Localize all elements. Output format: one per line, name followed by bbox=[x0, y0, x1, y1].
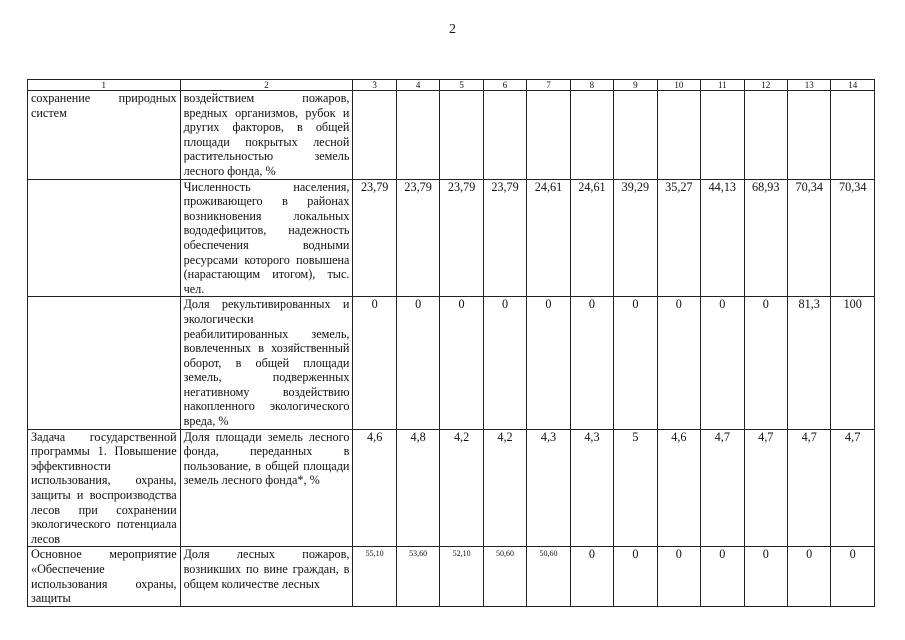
table-row bbox=[28, 179, 875, 297]
value-cell bbox=[527, 91, 570, 180]
column-header: 7 bbox=[527, 80, 570, 91]
value-cell: 4,7 bbox=[701, 429, 744, 547]
value-cell bbox=[657, 91, 700, 180]
task-cell: Основное мероприятие «Обеспечение использования охраны, защиты bbox=[28, 547, 181, 606]
value-cell: 50,60 bbox=[527, 547, 570, 606]
value-cell: 4,2 bbox=[483, 429, 526, 547]
column-header: 4 bbox=[396, 80, 439, 91]
value-cell bbox=[787, 91, 830, 180]
value-cell: 39,29 bbox=[614, 179, 657, 297]
value-cell: 4,2 bbox=[440, 429, 483, 547]
value-cell: 0 bbox=[570, 297, 613, 429]
value-cell: 0 bbox=[483, 297, 526, 429]
value-cell: 0 bbox=[787, 547, 830, 606]
value-cell: 0 bbox=[353, 297, 396, 429]
indicator-cell: Численность населения, проживающего в районах возникновения локальных вододефицитов, надежность обеспечения водными ресурсами которого повышена (нарастающим итогом), тыс. чел. bbox=[180, 179, 353, 297]
value-cell: 68,93 bbox=[744, 179, 787, 297]
value-cell bbox=[744, 91, 787, 180]
column-header: 10 bbox=[657, 80, 700, 91]
value-cell: 4,7 bbox=[787, 429, 830, 547]
value-cell bbox=[483, 91, 526, 180]
column-header: 14 bbox=[831, 80, 875, 91]
column-header: 11 bbox=[701, 80, 744, 91]
table-row bbox=[28, 429, 875, 547]
table-row bbox=[28, 91, 875, 180]
value-cell: 5 bbox=[614, 429, 657, 547]
value-cell bbox=[570, 91, 613, 180]
value-cell: 55,10 bbox=[353, 547, 396, 606]
column-header: 1 bbox=[28, 80, 181, 91]
column-header: 9 bbox=[614, 80, 657, 91]
column-header: 8 bbox=[570, 80, 613, 91]
value-cell bbox=[440, 91, 483, 180]
value-cell: 24,61 bbox=[570, 179, 613, 297]
value-cell: 4,6 bbox=[353, 429, 396, 547]
value-cell: 4,7 bbox=[831, 429, 875, 547]
column-header: 13 bbox=[787, 80, 830, 91]
value-cell: 4,3 bbox=[570, 429, 613, 547]
table-row bbox=[28, 297, 875, 429]
value-cell: 23,79 bbox=[440, 179, 483, 297]
value-cell: 4,7 bbox=[744, 429, 787, 547]
value-cell: 4,6 bbox=[657, 429, 700, 547]
value-cell: 0 bbox=[744, 547, 787, 606]
value-cell bbox=[701, 91, 744, 180]
value-cell: 0 bbox=[440, 297, 483, 429]
value-cell bbox=[396, 91, 439, 180]
value-cell: 0 bbox=[701, 547, 744, 606]
value-cell: 0 bbox=[396, 297, 439, 429]
value-cell: 4,8 bbox=[396, 429, 439, 547]
task-cell bbox=[28, 179, 181, 297]
column-header: 3 bbox=[353, 80, 396, 91]
value-cell: 35,27 bbox=[657, 179, 700, 297]
column-header: 2 bbox=[180, 80, 353, 91]
value-cell: 0 bbox=[570, 547, 613, 606]
task-cell: сохранение природных систем bbox=[28, 91, 181, 180]
value-cell: 0 bbox=[831, 547, 875, 606]
column-number-row bbox=[28, 80, 875, 91]
value-cell: 53,60 bbox=[396, 547, 439, 606]
value-cell: 52,10 bbox=[440, 547, 483, 606]
task-cell bbox=[28, 297, 181, 429]
column-header: 5 bbox=[440, 80, 483, 91]
value-cell: 23,79 bbox=[483, 179, 526, 297]
indicator-cell: Доля рекультивированных и экологически реабилитированных земель, вовлеченных в хозяйственный оборот, в общей площади земель, подверженных негативному воздействию накопленного экологического вреда, % bbox=[180, 297, 353, 429]
value-cell: 70,34 bbox=[787, 179, 830, 297]
value-cell: 0 bbox=[657, 547, 700, 606]
value-cell: 23,79 bbox=[396, 179, 439, 297]
value-cell: 23,79 bbox=[353, 179, 396, 297]
value-cell: 44,13 bbox=[701, 179, 744, 297]
indicator-cell: воздействием пожаров, вредных организмов, рубок и других факторов, в общей площади покрытых лесной растительностью земель лесного фонда, % bbox=[180, 91, 353, 180]
value-cell: 0 bbox=[744, 297, 787, 429]
value-cell: 0 bbox=[527, 297, 570, 429]
value-cell: 81,3 bbox=[787, 297, 830, 429]
indicator-cell: Доля лесных пожаров, возникших по вине граждан, в общем количестве лесных bbox=[180, 547, 353, 606]
value-cell bbox=[353, 91, 396, 180]
value-cell: 0 bbox=[614, 547, 657, 606]
task-cell: Задача государственной программы 1. Повышение эффективности использования, охраны, защиты и воспроизводства лесов при сохранении экологического потенциала лесов bbox=[28, 429, 181, 547]
indicators-table bbox=[27, 79, 875, 607]
value-cell bbox=[614, 91, 657, 180]
value-cell: 50,60 bbox=[483, 547, 526, 606]
value-cell: 100 bbox=[831, 297, 875, 429]
value-cell: 0 bbox=[701, 297, 744, 429]
page-number: 2 bbox=[449, 22, 456, 37]
value-cell: 24,61 bbox=[527, 179, 570, 297]
table-row bbox=[28, 547, 875, 606]
value-cell: 4,3 bbox=[527, 429, 570, 547]
indicator-cell: Доля площади земель лесного фонда, переданных в пользование, в общей площади земель лесного фонда*, % bbox=[180, 429, 353, 547]
value-cell: 70,34 bbox=[831, 179, 875, 297]
column-header: 6 bbox=[483, 80, 526, 91]
value-cell: 0 bbox=[657, 297, 700, 429]
value-cell: 0 bbox=[614, 297, 657, 429]
value-cell bbox=[831, 91, 875, 180]
column-header: 12 bbox=[744, 80, 787, 91]
